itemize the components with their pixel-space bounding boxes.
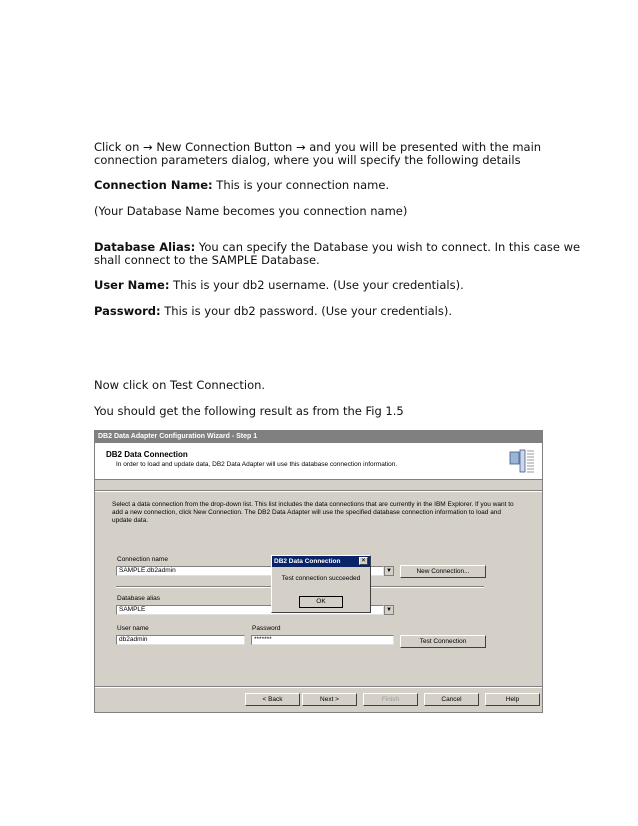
connection-name-label: Connection name [117,556,168,563]
database-alias-label: Database alias [117,595,160,602]
next-button[interactable]: Next > [302,693,357,706]
test-connection-button[interactable]: Test Connection [400,635,486,648]
wizard-header-title: DB2 Data Connection [106,450,188,459]
connection-name-desc: This is your connection name. [212,178,390,192]
cancel-button[interactable]: Cancel [424,693,479,706]
wizard-header-subtitle: In order to load and update data, DB2 Data Adapter will use this database connection information. [116,461,398,468]
ok-button[interactable]: OK [299,596,343,608]
password-label: Password [252,625,281,632]
finish-button[interactable]: Finish [363,693,418,706]
new-connection-button[interactable]: New Connection... [400,565,486,578]
dialog-title: DB2 Data Connection [272,556,370,567]
back-button[interactable]: < Back [245,693,300,706]
intro-line-2: connection parameters dialog, where you will specify the following details [94,153,521,167]
help-button[interactable]: Help [485,693,540,706]
footer-separator [95,686,542,688]
test-connection-instruction: Now click on Test Connection. [94,378,266,392]
user-name-term: User Name: [94,278,170,292]
password-desc: This is your db2 password. (Use your credentials). [160,304,453,318]
database-alias-line-2: shall connect to the SAMPLE Database. [94,253,320,267]
wizard-header [95,443,542,480]
connection-name-term: Connection Name: [94,178,213,192]
wizard-title-bar: DB2 Data Adapter Configuration Wizard - Step 1 [95,431,542,443]
result-instruction: You should get the following result as from the Fig 1.5 [94,404,404,418]
database-alias-dropdown-arrow[interactable]: ▼ [384,605,394,615]
connection-name-select[interactable]: SAMPLE.db2admin [116,566,384,576]
wizard-screenshot [94,430,543,713]
database-alias-select[interactable]: SAMPLE [116,605,384,615]
database-alias-desc: You can specify the Database you wish to connect. In this case we [195,240,581,254]
password-paragraph [94,303,452,319]
user-name-desc: This is your db2 username. (Use your credentials). [169,278,464,292]
user-name-paragraph [94,277,464,293]
database-alias-term: Database Alias: [94,240,196,254]
connection-name-dropdown-arrow[interactable]: ▼ [384,566,394,576]
database-name-note: (Your Database Name becomes you connection name) [94,204,408,218]
password-term: Password: [94,304,161,318]
connection-name-paragraph [94,177,389,193]
close-icon[interactable]: ✕ [360,558,367,564]
db2-wizard-icon [508,447,536,475]
wizard-description: Select a data connection from the drop-down list. This list includes the data connections that are currently in the IBM Explorer. If you want to add a new connection, click New Connection. The DB2 Data Adapter will use the specified database connection information to load and update data. [112,501,514,524]
test-result-dialog [271,555,371,613]
user-name-input[interactable]: db2admin [116,635,245,645]
intro-line-1: Click on → New Connection Button → and you will be presented with the main [94,140,542,154]
header-separator [95,490,542,492]
user-name-label: User name [117,625,149,632]
password-input[interactable]: ******* [251,635,394,645]
dialog-message: Test connection succeeded [281,575,361,582]
